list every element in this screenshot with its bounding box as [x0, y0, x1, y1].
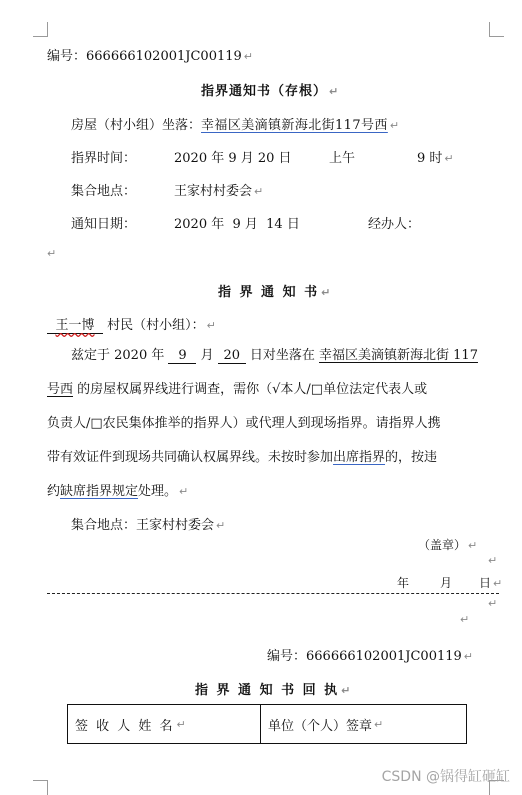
- receipt-number-value: 666666102001JC00119: [306, 649, 462, 664]
- stub-place-line: [174, 180, 263, 199]
- stub-place-label: 集合地点：: [71, 184, 137, 199]
- month-blank: 9: [168, 348, 196, 364]
- paragraph-mark-icon: ↵: [47, 247, 57, 260]
- notice-title: 指 界 通 知 书 ↵: [218, 285, 332, 300]
- empty-paragraph-mark: ↵: [460, 613, 470, 626]
- crop-mark-top-right: [489, 22, 504, 37]
- stub-number-label: 编号：: [47, 49, 87, 64]
- stub-title: 指界通知书（存根） ↵: [201, 84, 340, 99]
- paragraph-mark-icon: ↵: [321, 286, 332, 299]
- empty-paragraph-mark: ↵: [488, 554, 498, 567]
- receipt-cell-seal[interactable]: [260, 705, 466, 743]
- receipt-table: [67, 704, 467, 744]
- notice-recipient-line: [47, 314, 216, 334]
- stub-place-value: 王家村村委会: [174, 184, 253, 199]
- stub-location-line: [71, 114, 399, 133]
- paragraph-mark-icon: ↵: [176, 717, 186, 731]
- receipt-number-label: 编号：: [267, 649, 307, 664]
- location-part-1: 幸福区美滴镇新海北街 117: [319, 348, 478, 363]
- seal-label: （盖章）: [418, 538, 467, 552]
- absence-rule-phrase: 缺席指界规定: [60, 484, 139, 499]
- notice-place-label: 集合地点：: [71, 518, 137, 533]
- stub-notice-date-label: 通知日期：: [71, 217, 137, 232]
- seal-header: 单位（个人）签章: [268, 718, 373, 734]
- receipt-cell-signer-name[interactable]: [68, 705, 260, 743]
- stub-time-ampm: 上午: [329, 151, 356, 166]
- crop-mark-bottom-left: [33, 780, 48, 795]
- stub-notice-date-value: 2020 年 9 月 14 日: [174, 217, 300, 232]
- paragraph-mark-icon: ↵: [463, 650, 473, 663]
- paragraph-mark-icon: ↵: [374, 717, 384, 731]
- stub-location-value: 幸福区美滴镇新海北街117号西: [201, 118, 388, 133]
- watermark: CSDN @锅得缸砸缸: [381, 769, 510, 785]
- stub-time-hour-line: [417, 147, 454, 166]
- body-line-5: 约缺席指界规定处理。 ↵: [47, 484, 189, 499]
- notice-place-value: 王家村村委会: [136, 518, 215, 533]
- receipt-title: 指 界 通 知 书 回 执 ↵: [195, 683, 352, 698]
- paragraph-mark-icon: ↵: [329, 85, 340, 98]
- body-line-2: 号西 的房屋权属界线进行调查，需你（√本人/□单位法定代表人或: [47, 382, 428, 397]
- stub-time-label: 指界时间：: [71, 151, 137, 166]
- recipient-name-blank: [47, 318, 103, 334]
- receipt-number-line: [267, 645, 473, 664]
- location-part-2: 号西: [47, 382, 74, 397]
- date-day-line: [479, 574, 502, 591]
- recipient-suffix: 村民（村小组）：: [103, 318, 205, 333]
- date-day-label: 日: [479, 576, 492, 590]
- paragraph-mark-icon: ↵: [243, 50, 253, 63]
- empty-paragraph-mark: [47, 246, 56, 261]
- attend-phrase: 出席指界: [333, 450, 386, 465]
- notice-place-line: [71, 514, 225, 533]
- date-month-label: 月: [440, 576, 453, 590]
- crop-mark-top-left: [33, 22, 48, 37]
- paragraph-mark-icon: ↵: [179, 485, 189, 498]
- body-line-4: 带有效证件到现场共同确认权属界线。未按时参加出席指界的，按违: [47, 450, 438, 465]
- paragraph-mark-icon: ↵: [493, 577, 503, 590]
- paragraph-mark-icon: ↵: [389, 119, 400, 132]
- paragraph-mark-icon: ↵: [468, 539, 478, 552]
- body-line-3: 负责人/□农民集体推举的指界人）或代理人到现场指界。请指界人携: [47, 416, 441, 431]
- cut-line: [47, 593, 499, 594]
- paragraph-mark-icon: ↵: [444, 152, 454, 165]
- body-line-1: 兹定于 2020 年 9 月 20 日对坐落在 幸福区美滴镇新海北街 117: [71, 348, 478, 363]
- stub-time-hour: 9 时: [417, 151, 443, 166]
- stub-number-value: 666666102001JC00119: [86, 49, 242, 64]
- signer-name-header: 签 收 人 姓 名: [75, 718, 175, 734]
- stub-location-label: 房屋（村小组）坐落：: [71, 118, 202, 133]
- paragraph-mark-icon: ↵: [216, 519, 226, 532]
- date-year-label: 年: [397, 576, 410, 590]
- stub-time-value: 2020 年 9 月 20 日: [174, 151, 292, 166]
- paragraph-mark-icon: ↵: [206, 319, 216, 332]
- day-blank: 20: [218, 348, 246, 364]
- paragraph-mark-icon: ↵: [254, 185, 264, 198]
- empty-paragraph-mark: ↵: [488, 597, 498, 610]
- recipient-name: 王一博: [55, 318, 95, 333]
- seal-line: [418, 536, 477, 553]
- stub-handler-label: 经办人：: [368, 217, 421, 232]
- paragraph-mark-icon: ↵: [341, 684, 352, 697]
- stub-number-line: [47, 45, 253, 64]
